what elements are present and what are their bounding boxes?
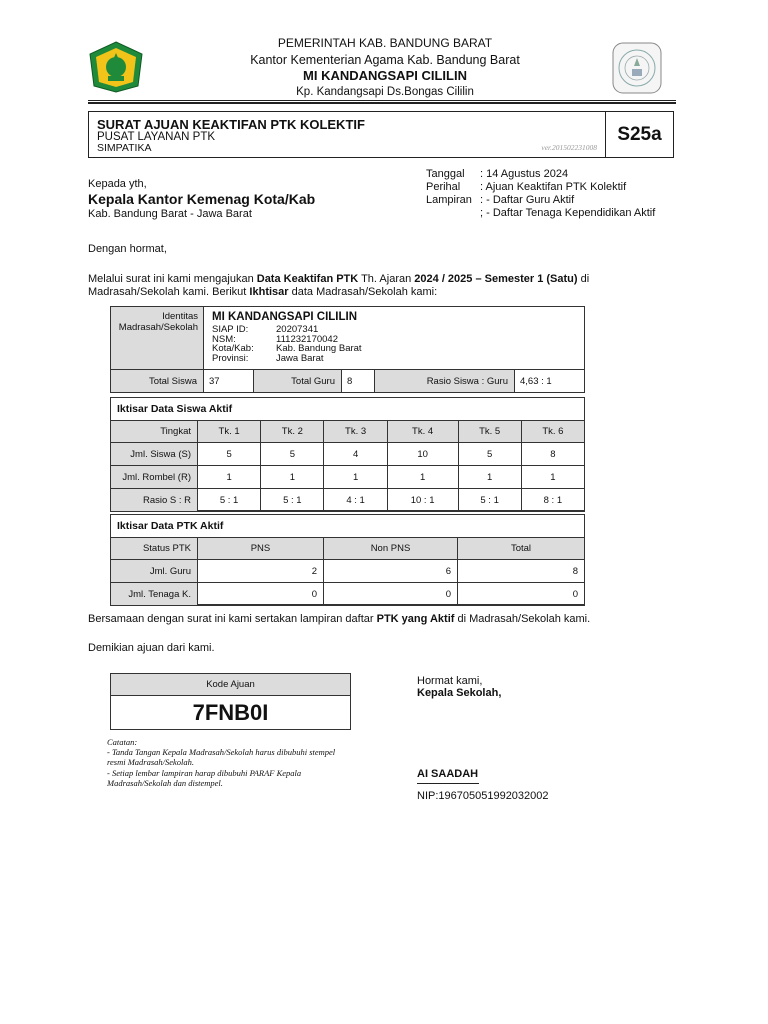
- siswa-header-row: [111, 421, 585, 443]
- letterhead-line2: Kantor Kementerian Agama Kab. Bandung Barat: [250, 52, 520, 67]
- row-label: Rasio S : R: [111, 489, 198, 512]
- table-cell: 4: [324, 443, 387, 466]
- table-cell: 5: [458, 443, 521, 466]
- table-cell: 0: [324, 583, 458, 606]
- intro-paragraph: [88, 273, 608, 299]
- table-cell: 5 : 1: [261, 489, 324, 512]
- table-cell: 5 : 1: [198, 489, 261, 512]
- table-cell: 5: [261, 443, 324, 466]
- table-cell: 8: [521, 443, 584, 466]
- intro-text-bold-2: 2024 / 2025 – Semester 1 (Satu): [414, 273, 578, 285]
- nsm-label: NSM:: [212, 333, 236, 345]
- provinsi-value: Jawa Barat: [276, 352, 324, 364]
- form-title: SURAT AJUAN KEAKTIFAN PTK KOLEKTIF: [97, 117, 365, 132]
- attachment-text-bold: PTK yang Aktif: [376, 613, 455, 625]
- siswa-table: [110, 420, 585, 512]
- school-name: MI KANDANGSAPI CILILIN: [212, 311, 358, 323]
- table-cell: 1: [261, 466, 324, 489]
- closing-text: Demikian ajuan dari kami.: [88, 642, 215, 654]
- provinsi-label: Provinsi:: [212, 352, 249, 364]
- perihal-value: : Ajuan Keaktifan PTK Kolektif: [480, 181, 627, 193]
- table-row: [111, 443, 585, 466]
- table-cell: 0: [198, 583, 324, 606]
- perihal-label: Perihal: [426, 181, 461, 193]
- total-siswa-label: Total Siswa: [111, 370, 204, 393]
- letterhead-line1: PEMERINTAH KAB. BANDUNG BARAT: [277, 36, 493, 50]
- notes-line: - Setiap lembar lampiran harap dibubuhi PARAF Kepala: [107, 767, 302, 778]
- siswa-header-cell: Tk. 3: [324, 421, 387, 443]
- signature-role: Kepala Sekolah,: [417, 687, 502, 699]
- notes-line: - Tanda Tangan Kepala Madrasah/Sekolah harus dibubuhi stempel: [107, 747, 336, 758]
- table-cell: 8 : 1: [521, 489, 584, 512]
- kota-label: Kota/Kab:: [212, 343, 254, 354]
- lampiran-value-2: ; - Daftar Tenaga Kependidikan Aktif: [480, 207, 656, 219]
- kota-value: Kab. Bandung Barat: [276, 343, 362, 354]
- notes-title: Catatan:: [107, 737, 138, 747]
- siswa-header-cell: Tk. 1: [198, 421, 261, 443]
- identity-label-2: Madrasah/Sekolah: [118, 322, 198, 333]
- ptk-section-title: Iktisar Data PTK Aktif: [117, 520, 224, 532]
- letter-meta: [426, 168, 655, 220]
- signer-name: AI SAADAH: [417, 768, 479, 780]
- notes-block: [107, 737, 397, 788]
- siswa-section: [110, 397, 585, 511]
- intro-text-5: data Madrasah/Sekolah kami:: [288, 286, 438, 298]
- table-row: [111, 560, 585, 583]
- totals-table: [110, 369, 585, 393]
- identity-label-cell: [111, 307, 204, 369]
- siswa-header-cell: Tk. 2: [261, 421, 324, 443]
- table-cell: 5 : 1: [458, 489, 521, 512]
- attachment-text-1: Bersamaan dengan surat ini kami sertakan lampiran daftar: [88, 613, 377, 625]
- kode-ajuan-value: 7FNB0I: [192, 700, 269, 725]
- table-cell: 10 : 1: [387, 489, 458, 512]
- signature-block: [417, 675, 617, 699]
- row-label: Jml. Siswa (S): [111, 443, 198, 466]
- intro-text-1: Melalui surat ini kami mengajukan: [88, 273, 257, 285]
- ptk-header-cell: Status PTK: [111, 538, 198, 560]
- table-cell: 8: [458, 560, 585, 583]
- attachment-text-2: di Madrasah/Sekolah kami.: [454, 613, 591, 625]
- recipient-name: Kepala Kantor Kemenag Kota/Kab: [88, 191, 316, 207]
- intro-text-2: Th. Ajaran: [358, 273, 415, 285]
- rasio-value: 4,63 : 1: [515, 370, 585, 393]
- kode-ajuan-label: Kode Ajuan: [111, 674, 350, 696]
- letterhead-divider: [88, 100, 676, 101]
- recipient-greeting: Kepada yth,: [88, 178, 147, 190]
- letterhead-line4: Kp. Kandangsapi Ds.Bongas Cililin: [296, 85, 474, 98]
- rasio-label: Rasio Siswa : Guru: [375, 370, 515, 393]
- notes-line: Madrasah/Sekolah dan distempel.: [107, 777, 223, 788]
- siswa-header-cell: Tk. 5: [458, 421, 521, 443]
- total-guru-value: 8: [342, 370, 375, 393]
- intro-text-bold-1: Data Keaktifan PTK: [256, 273, 359, 285]
- ptk-header-cell: Non PNS: [324, 538, 458, 560]
- row-label: Jml. Guru: [111, 560, 198, 583]
- table-cell: 1: [458, 466, 521, 489]
- signature-hormat: Hormat kami,: [417, 675, 483, 687]
- notes-line: resmi Madrasah/Sekolah.: [107, 757, 195, 768]
- table-cell: 4 : 1: [324, 489, 387, 512]
- row-label: Jml. Rombel (R): [111, 466, 198, 489]
- row-label: Jml. Tenaga K.: [111, 583, 198, 606]
- siswa-header-cell: Tk. 6: [521, 421, 584, 443]
- siswa-header-cell: Tingkat: [111, 421, 198, 443]
- siswa-section-title: Iktisar Data Siswa Aktif: [117, 403, 233, 415]
- table-cell: 1: [198, 466, 261, 489]
- form-subtitle-2: SIMPATIKA: [97, 142, 152, 154]
- signature-underline: [417, 783, 479, 784]
- form-subtitle: PUSAT LAYANAN PTK: [97, 131, 216, 143]
- version-text: ver.201502231008: [541, 143, 597, 152]
- letterhead: [200, 36, 570, 100]
- school-seal-logo: [612, 42, 662, 94]
- total-guru-label: Total Guru: [254, 370, 342, 393]
- siap-label: SIAP ID:: [212, 324, 249, 335]
- ptk-header-cell: Total: [458, 538, 585, 560]
- table-cell: 1: [324, 466, 387, 489]
- ptk-header-row: [111, 538, 585, 560]
- table-row: [111, 489, 585, 512]
- intro-text-bold-3: Ikhtisar: [249, 286, 289, 298]
- siswa-header-cell: Tk. 4: [387, 421, 458, 443]
- intro-text-4: Madrasah/Sekolah kami. Berikut: [88, 286, 250, 298]
- recipient-address: Kab. Bandung Barat - Jawa Barat: [88, 208, 252, 220]
- ptk-header-cell: PNS: [198, 538, 324, 560]
- intro-text-3: di: [577, 273, 590, 285]
- kode-ajuan-box: [110, 673, 351, 730]
- lampiran-label: Lampiran: [426, 194, 472, 206]
- table-cell: 1: [521, 466, 584, 489]
- attachment-paragraph: [88, 613, 590, 625]
- kemenag-logo: [86, 40, 146, 94]
- tanggal-value: : 14 Agustus 2024: [480, 168, 569, 180]
- identity-box: [110, 306, 585, 393]
- table-cell: 5: [198, 443, 261, 466]
- identity-label-1: Identitas: [162, 311, 198, 322]
- form-code: S25a: [605, 112, 673, 157]
- salutation: Dengan hormat,: [88, 243, 167, 255]
- nsm-value: 111232170042: [276, 333, 338, 345]
- lampiran-value-1: : - Daftar Guru Aktif: [480, 194, 575, 206]
- table-cell: 1: [387, 466, 458, 489]
- tanggal-label: Tanggal: [426, 168, 465, 180]
- signer-nip: NIP:196705051992032002: [417, 790, 549, 802]
- letterhead-line3: MI KANDANGSAPI CILILIN: [303, 67, 467, 83]
- table-row: [111, 583, 585, 606]
- table-row: [111, 466, 585, 489]
- form-title-box: [88, 111, 674, 158]
- ptk-table: [110, 537, 585, 606]
- letterhead-divider-2: [88, 102, 676, 104]
- table-cell: 10: [387, 443, 458, 466]
- table-cell: 6: [324, 560, 458, 583]
- table-cell: 2: [198, 560, 324, 583]
- ptk-section: [110, 514, 585, 605]
- total-siswa-value: 37: [204, 370, 254, 393]
- recipient-block: [88, 178, 315, 220]
- siap-value: 20207341: [276, 324, 319, 335]
- table-cell: 0: [458, 583, 585, 606]
